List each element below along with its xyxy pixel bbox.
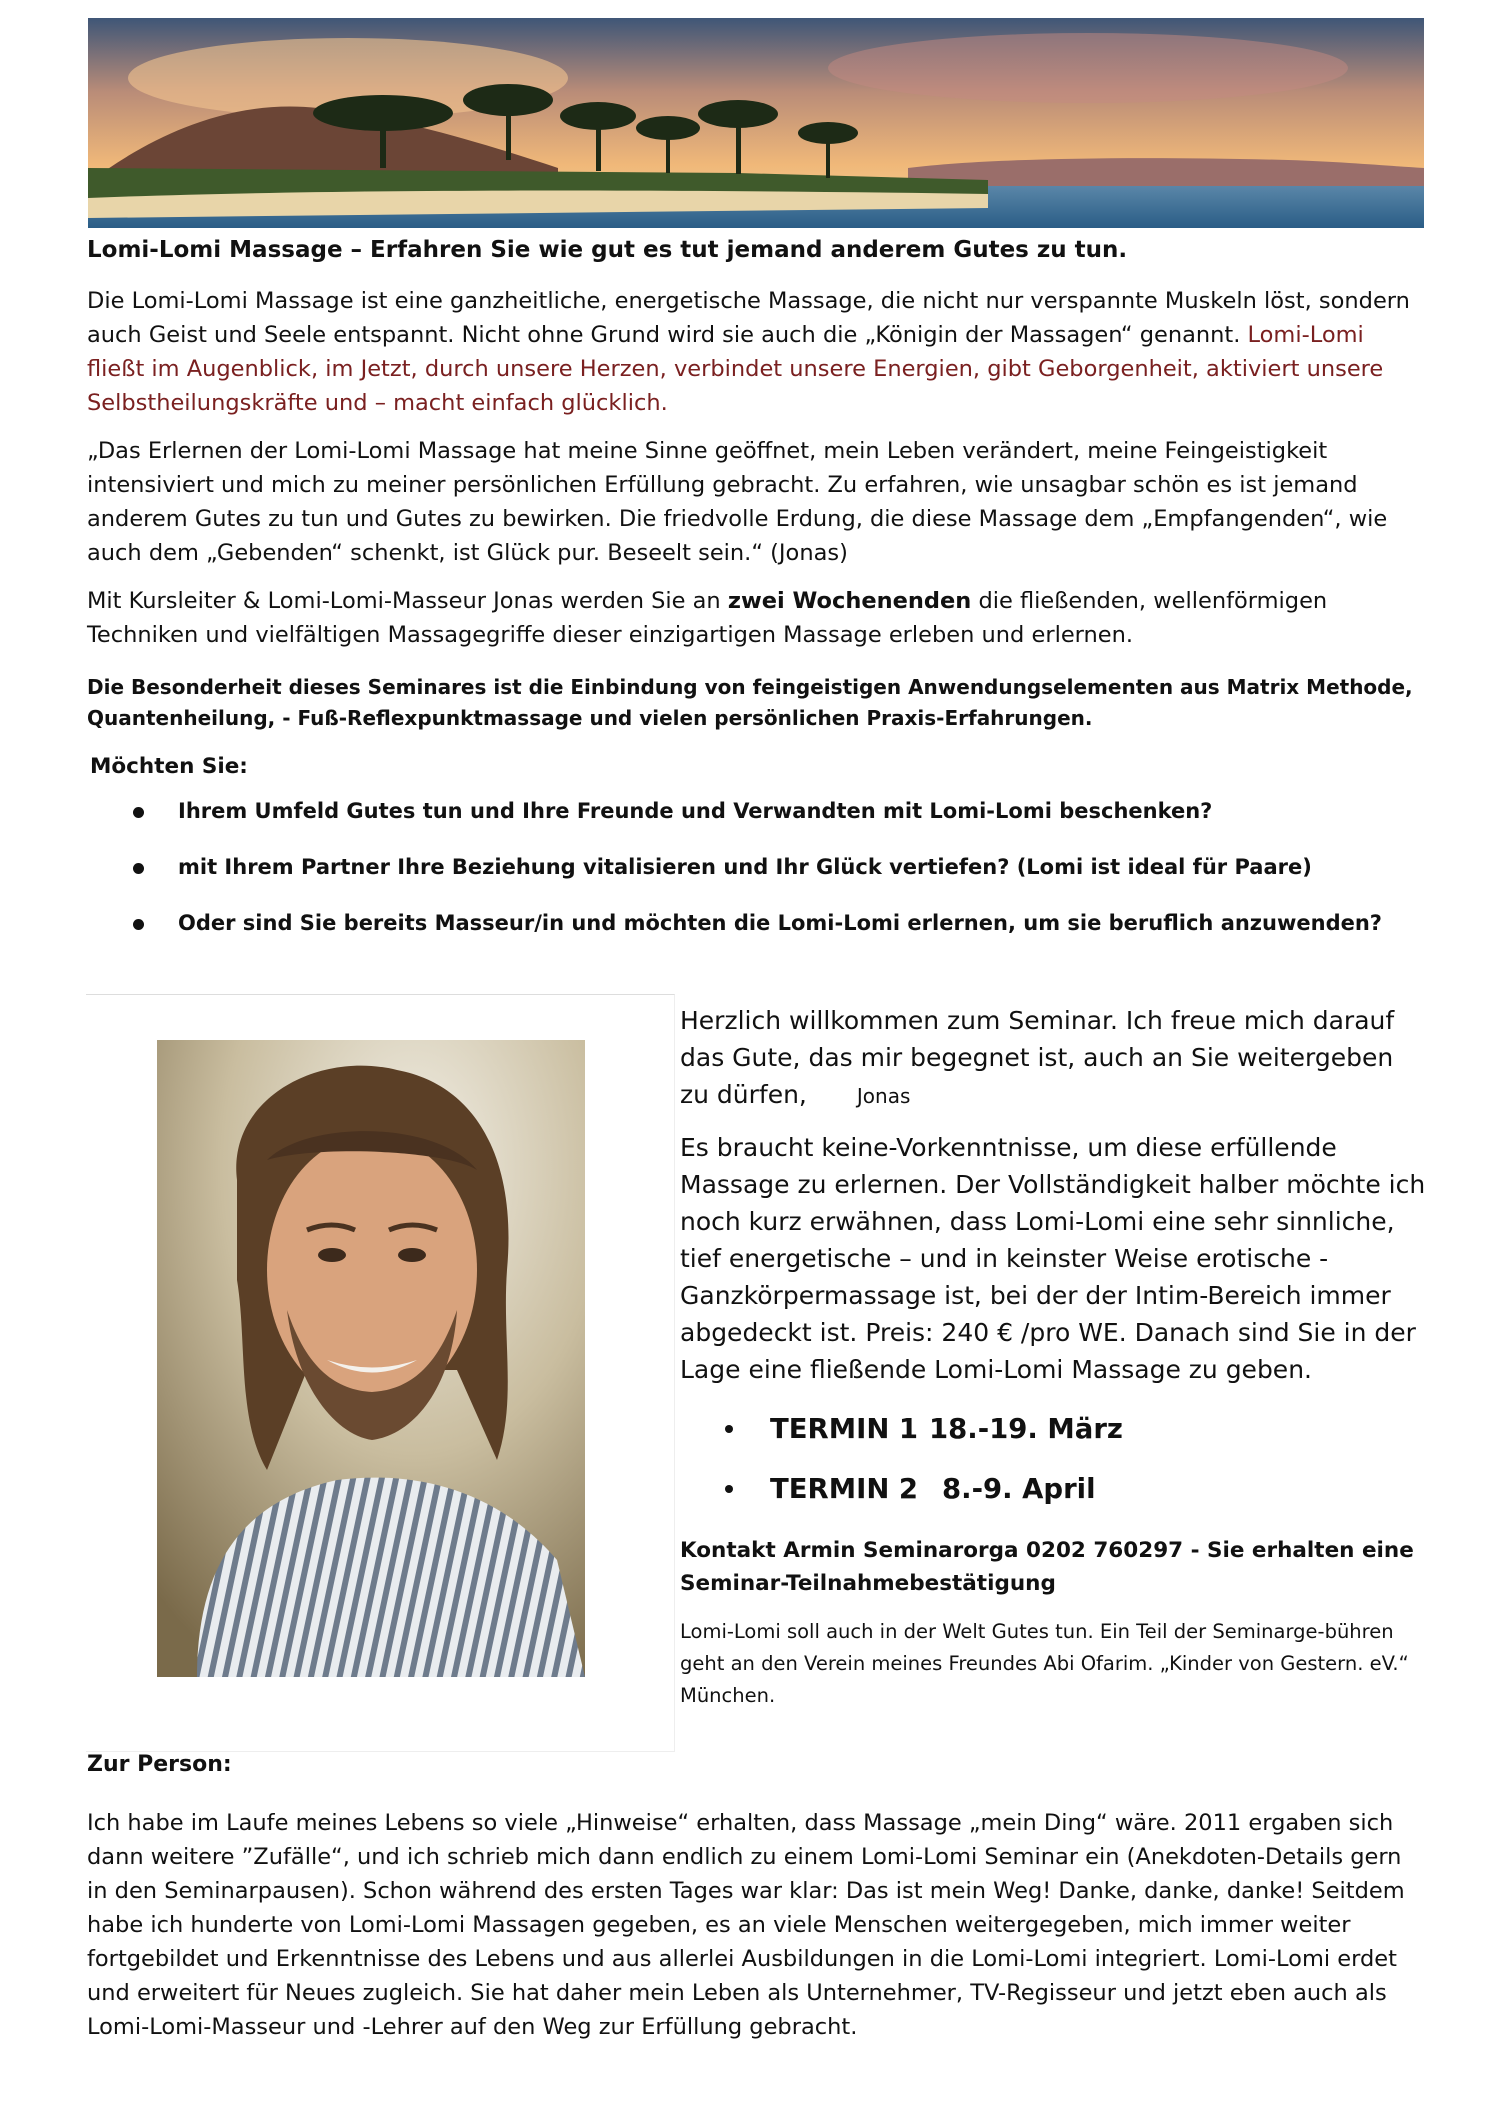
bullet-icon (725, 1485, 733, 1493)
question-heading: Möchten Sie: (90, 753, 248, 779)
course-text: Mit Kursleiter & Lomi-Lomi-Masseur Jonas werden Sie an (87, 587, 728, 614)
date-value: 8.-9. April (942, 1473, 1096, 1505)
portrait-image (157, 1040, 585, 1677)
list-item (87, 795, 1427, 827)
date-value: 18.-19. März (929, 1413, 1123, 1445)
person-paragraph: Ich habe im Laufe meines Lebens so viele „Hinweise“ erhalten, dass Massage „mein Ding“ wäre. 2011 ergaben sich dann weitere ”Zufälle“, und ich schrieb mich dann endlich zu einem Lomi-Lomi Seminar ein (Anekdoten-Details gern in den Seminarpausen). Schon während des ersten Tages war klar: Das ist mein Weg! Danke, danke, danke! Seitdem habe ich hunderte von Lomi-Lomi Massagen gegeben, es an viele Menschen weitergegeben, mich immer weiter fortgebildet und Erkenntnisse des Lebens und aus allerlei Ausbildungen in die Lomi-Lomi integriert. Lomi-Lomi erdet und erweitert für Neues zugleich. Sie hat daher mein Leben als Unternehmer, TV-Regisseur und jetzt eben auch als Lomi-Lomi-Masseur und -Lehrer auf den Weg zur Erfüllung gebracht. (87, 1810, 1405, 2040)
right-column (680, 1002, 1430, 1712)
welcome-paragraph (680, 1002, 1430, 1115)
date-label: TERMIN 2 (770, 1473, 919, 1505)
list-item-text: Oder sind Sie bereits Masseur/in und möchten die Lomi-Lomi erlernen, um sie beruflich anzuwenden? (178, 910, 1382, 935)
main-content (87, 232, 1427, 963)
list-item-text: Ihrem Umfeld Gutes tun und Ihre Freunde und Verwandten mit Lomi-Lomi beschenken? (178, 798, 1213, 823)
special-feature-paragraph: Die Besonderheit dieses Seminares ist die Einbindung von feingeistigen Anwendungselementen aus Matrix Methode, Quantenheilung, - Fuß-Reflexpunktmassage und vielen persönlichen Praxis-Erfahrungen. (87, 674, 1413, 730)
list-item (87, 907, 1427, 939)
welcome-text: Herzlich willkommen zum Seminar. Ich freue mich darauf das Gute, das mir begegnet ist, auch an Sie weitergeben zu dürfen, (680, 1006, 1395, 1109)
intro-paragraph (87, 284, 1427, 420)
question-list (87, 795, 1427, 939)
course-paragraph (87, 584, 1427, 652)
bullet-icon (725, 1425, 733, 1433)
bullet-icon (133, 863, 144, 874)
portrait-photo (157, 1040, 585, 1677)
intro-highlight-text: Lomi-Lomi fließt im Augenblick, im Jetzt, durch unsere Herzen, verbindet unsere Energien, gibt Geborgenheit, aktiviert unsere Selbstheilungskräfte und – macht einfach glücklich. (87, 321, 1384, 416)
course-bold-text: zwei Wochenenden (727, 587, 972, 614)
course-text-end: die fließenden, wellenförmigen Techniken und vielfältigen Massagegriffe dieser einzigartigen Massage erleben und erlernen. (87, 587, 1328, 648)
quote-paragraph: „Das Erlernen der Lomi-Lomi Massage hat meine Sinne geöffnet, mein Leben verändert, meine Feingeistigkeit intensiviert und mich zu meiner persönlichen Erfüllung gebracht. Zu erfahren, wie unsagbar schön es ist jemand anderem Gutes zu tun und Gutes zu bewirken. Die friedvolle Erdung, die diese Massage dem „Empfangenden“, wie auch dem „Gebenden“ schenkt, ist Glück pur. Beseelt sein.“ (Jonas) (87, 437, 1388, 566)
person-heading: Zur Person: (87, 1752, 232, 1777)
list-item (87, 851, 1427, 883)
signature: Jonas (856, 1084, 911, 1108)
info-paragraph: Es braucht keine-Vorkenntnisse, um diese erfüllende Massage zu erlernen. Der Vollständigkeit halber möchte ich noch kurz erwähnen, dass Lomi-Lomi eine sehr sinnliche, tief energetische – und in keinster Weise erotische - Ganzkörpermassage ist, bei der der Intim-Bereich immer abgedeckt ist. Preis: 240 € /pro WE. Danach sind Sie in der Lage eine fließende Lomi-Lomi Massage zu geben. (680, 1133, 1426, 1384)
contact-info: Kontakt Armin Seminarorga 0202 760297 - Sie erhalten eine Seminar-Teilnahmebestätigung (680, 1538, 1414, 1596)
page-title: Lomi-Lomi Massage – Erfahren Sie wie gut es tut jemand anderem Gutes zu tun. (87, 237, 1128, 263)
intro-text: Die Lomi-Lomi Massage ist eine ganzheitliche, energetische Massage, die nicht nur verspannte Muskeln löst, sondern auch Geist und Seele entspannt. Nicht ohne Grund wird sie auch die „Königin der Massagen“ genannt. (87, 287, 1410, 348)
date-item (680, 1470, 1430, 1508)
list-item-text: mit Ihrem Partner Ihre Beziehung vitalisieren und Ihr Glück vertiefen? (Lomi ist ideal für Paare) (178, 854, 1312, 879)
date-item (680, 1410, 1430, 1448)
date-label: TERMIN 1 (770, 1413, 919, 1445)
sunset-landscape-image (88, 18, 1424, 228)
bullet-icon (133, 807, 144, 818)
bullet-icon (133, 919, 144, 930)
charity-note: Lomi-Lomi soll auch in der Welt Gutes tun. Ein Teil der Seminarge-bühren geht an den Verein meines Freundes Abi Ofarim. „Kinder von Gestern. eV.“ München. (680, 1620, 1409, 1707)
banner-image (88, 18, 1424, 228)
